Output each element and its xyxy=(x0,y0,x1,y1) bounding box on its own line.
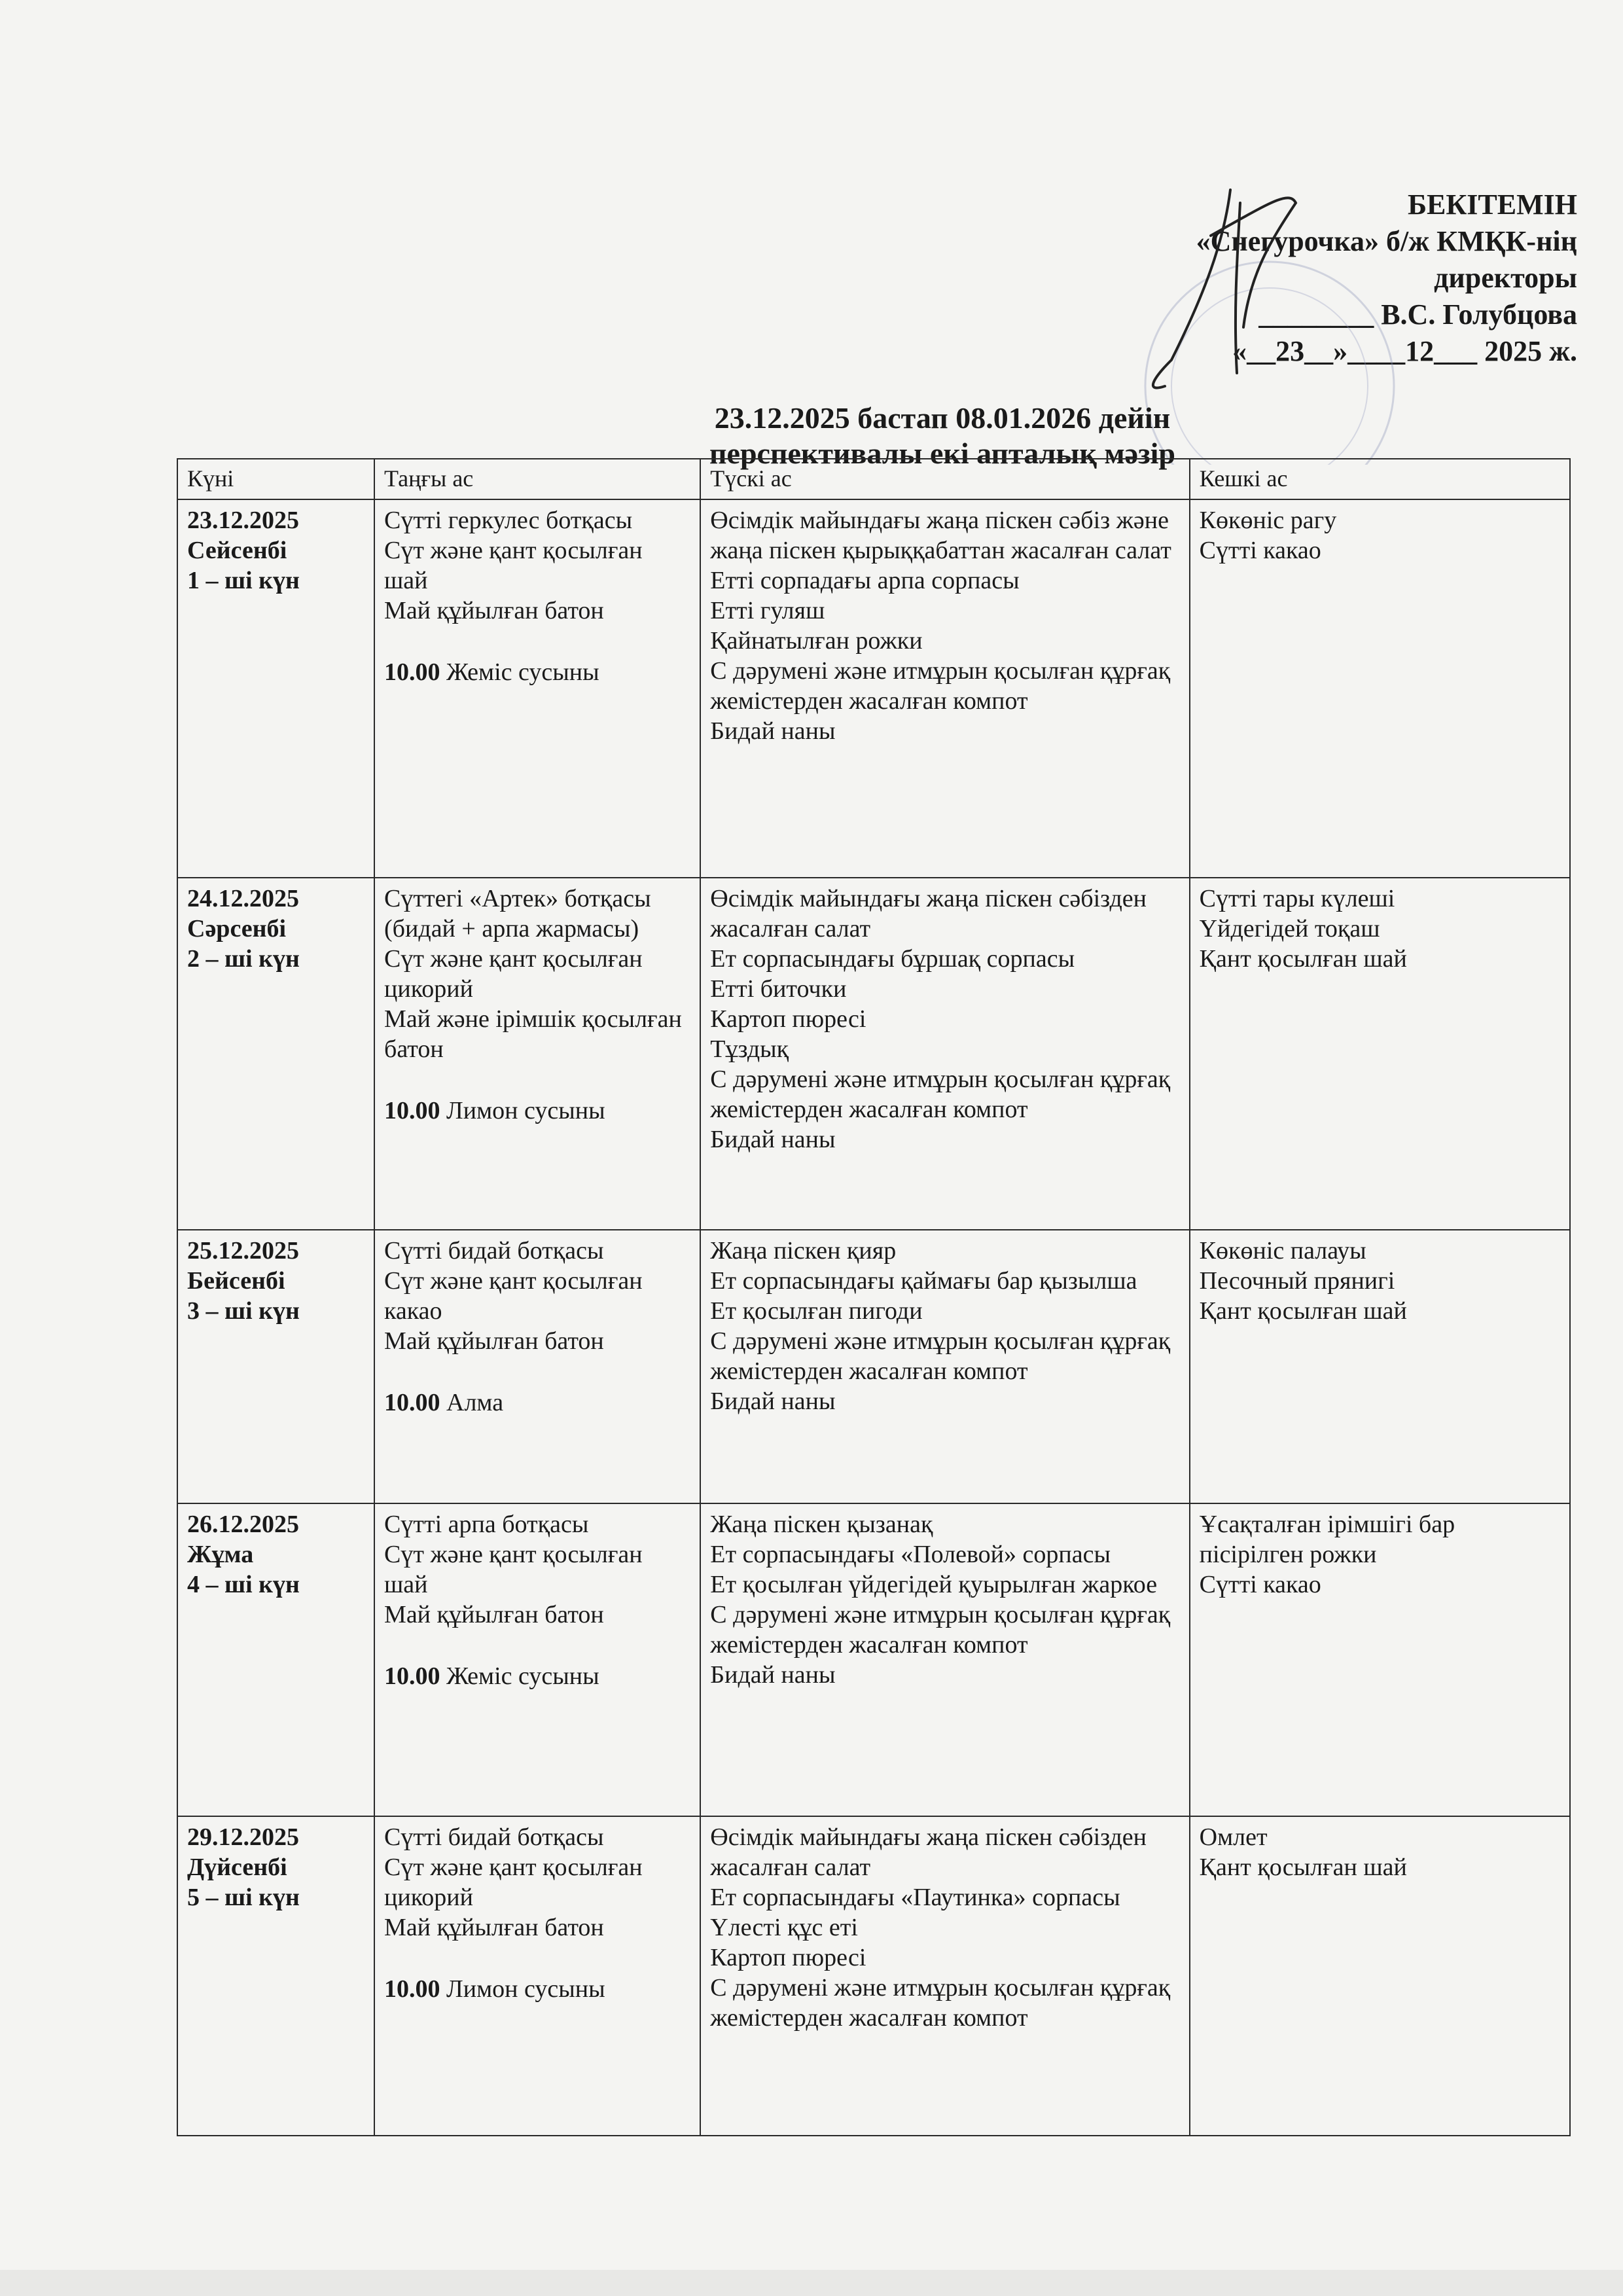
day-weekday: Жұма xyxy=(187,1541,254,1568)
day-cell xyxy=(177,1503,374,1816)
dinner-item: Песочный прянигі xyxy=(1199,1267,1395,1295)
dinner-item: Көкөніс рагу xyxy=(1199,507,1337,534)
day-cell xyxy=(177,1230,374,1503)
lunch-item: Өсімдік майындағы жаңа піскен сәбізден жасалған салат xyxy=(710,885,1147,942)
dinner-cell xyxy=(1190,499,1570,878)
dinner-cell xyxy=(1190,878,1570,1230)
lunch-item: С дәрумені және итмұрын қосылған құрғақ жемістерден жасалған компот xyxy=(710,1327,1171,1385)
snack-name: Лимон сусыны xyxy=(446,1097,605,1124)
snack-name: Лимон сусыны xyxy=(446,1975,605,2003)
lunch-cell xyxy=(700,1816,1189,2136)
breakfast-item: Май құйылған батон xyxy=(384,1914,604,1941)
breakfast-item: Май құйылған батон xyxy=(384,1327,604,1355)
day-weekday: Сәрсенбі xyxy=(187,915,287,942)
day-number: 5 – ші күн xyxy=(187,1884,300,1911)
dinner-item: Сүтті тары күлеші xyxy=(1199,885,1395,912)
lunch-item: Ет сорпасындағы «Полевой» сорпасы xyxy=(710,1541,1111,1568)
day-date: 29.12.2025 xyxy=(187,1823,299,1851)
snack-item xyxy=(384,1974,690,2004)
snack-item xyxy=(384,1388,690,1418)
day-number: 1 – ші күн xyxy=(187,567,300,594)
lunch-item: Ет қосылған үйдегідей қуырылған жаркое xyxy=(710,1571,1158,1598)
day-date: 24.12.2025 xyxy=(187,885,299,912)
day-date: 25.12.2025 xyxy=(187,1237,299,1265)
dinner-item: Қант қосылған шай xyxy=(1199,945,1407,973)
lunch-cell xyxy=(700,499,1189,878)
lunch-cell xyxy=(700,1503,1189,1816)
approval-heading: БЕКІТЕМІН xyxy=(1407,188,1577,221)
lunch-item: Етті сорпадағы арпа сорпасы xyxy=(710,567,1020,594)
lunch-cell xyxy=(700,878,1189,1230)
day-cell xyxy=(177,1816,374,2136)
lunch-item: Өсімдік майындағы жаңа піскен сәбізден жасалған салат xyxy=(710,1823,1147,1881)
lunch-item: С дәрумені және итмұрын қосылған құрғақ жемістерден жасалған компот xyxy=(710,1974,1171,2032)
breakfast-item: Сүтті бидай ботқасы xyxy=(384,1237,604,1265)
breakfast-item: Сүттегі «Артек» ботқасы (бидай + арпа жармасы) xyxy=(384,885,651,942)
approval-director-name: ________ В.С. Голубцова xyxy=(1258,298,1577,331)
breakfast-item: Сүтті геркулес ботқасы xyxy=(384,507,633,534)
scan-footer-shade xyxy=(0,2270,1623,2296)
header-dinner: Кешкі ас xyxy=(1190,459,1570,499)
lunch-item: Картоп пюресі xyxy=(710,1944,866,1971)
day-number: 2 – ші күн xyxy=(187,945,300,973)
day-number: 3 – ші күн xyxy=(187,1297,300,1325)
snack-time: 10.00 xyxy=(384,1097,440,1124)
dinner-item: Көкөніс палауы xyxy=(1199,1237,1366,1265)
dinner-item: Сүтті какао xyxy=(1199,1571,1321,1598)
breakfast-item: Сүт және қант қосылған какао xyxy=(384,1267,643,1325)
dinner-cell xyxy=(1190,1230,1570,1503)
table-row xyxy=(177,1230,1570,1503)
lunch-item: Бидай наны xyxy=(710,1126,836,1153)
snack-name: Жеміс сусыны xyxy=(446,658,599,686)
lunch-item: Етті биточки xyxy=(710,975,847,1003)
table-row xyxy=(177,1503,1570,1816)
lunch-cell xyxy=(700,1230,1189,1503)
lunch-item: Жаңа піскен қызанақ xyxy=(710,1511,933,1538)
snack-name: Жеміс сусыны xyxy=(446,1662,599,1690)
breakfast-item: Сүт және қант қосылған шай xyxy=(384,537,643,594)
snack-item xyxy=(384,657,690,687)
title-line-1: 23.12.2025 бастап 08.01.2026 дейін xyxy=(714,401,1171,435)
table-row xyxy=(177,878,1570,1230)
table-row xyxy=(177,499,1570,878)
breakfast-item: Май құйылған батон xyxy=(384,1601,604,1628)
day-cell xyxy=(177,499,374,878)
day-number: 4 – ші күн xyxy=(187,1571,300,1598)
lunch-item: С дәрумені және итмұрын қосылған құрғақ жемістерден жасалған компот xyxy=(710,657,1171,715)
header-lunch: Түскі ас xyxy=(700,459,1189,499)
dinner-cell xyxy=(1190,1816,1570,2136)
dinner-item: Ұсақталған ірімшігі бар пісірілген рожки xyxy=(1199,1511,1455,1568)
lunch-item: Тұздық xyxy=(710,1035,789,1063)
dinner-item: Қант қосылған шай xyxy=(1199,1297,1407,1325)
lunch-item: Бидай наны xyxy=(710,717,836,745)
snack-time: 10.00 xyxy=(384,658,440,686)
breakfast-cell xyxy=(374,1816,700,2136)
lunch-item: Ет сорпасындағы бұршақ сорпасы xyxy=(710,945,1075,973)
breakfast-item: Сүтті бидай ботқасы xyxy=(384,1823,604,1851)
lunch-item: С дәрумені және итмұрын қосылған құрғақ жемістерден жасалған компот xyxy=(710,1066,1171,1123)
breakfast-item: Сүтті арпа ботқасы xyxy=(384,1511,589,1538)
lunch-item: Картоп пюресі xyxy=(710,1005,866,1033)
lunch-item: Бидай наны xyxy=(710,1388,836,1415)
breakfast-item: Май құйылған батон xyxy=(384,597,604,624)
table-row xyxy=(177,1816,1570,2136)
lunch-item: Бидай наны xyxy=(710,1661,836,1689)
dinner-item: Қант қосылған шай xyxy=(1199,1854,1407,1881)
breakfast-cell xyxy=(374,499,700,878)
day-weekday: Дүйсенбі xyxy=(187,1854,287,1881)
table-header-row xyxy=(177,459,1570,499)
header-day: Күні xyxy=(177,459,374,499)
breakfast-item: Май және ірімшік қосылған батон xyxy=(384,1005,682,1063)
lunch-item: Қайнатылған рожки xyxy=(710,627,923,655)
approval-position: директоры xyxy=(1434,262,1577,294)
lunch-item: Жаңа піскен қияр xyxy=(710,1237,897,1265)
day-weekday: Бейсенбі xyxy=(187,1267,285,1295)
snack-time: 10.00 xyxy=(384,1389,440,1416)
day-weekday: Сейсенбі xyxy=(187,537,287,564)
menu-table xyxy=(177,458,1571,2136)
breakfast-item: Сүт және қант қосылған цикорий xyxy=(384,1854,643,1911)
dinner-item: Сүтті какао xyxy=(1199,537,1321,564)
breakfast-cell xyxy=(374,1230,700,1503)
snack-item xyxy=(384,1096,690,1126)
lunch-item: Өсімдік майындағы жаңа піскен сәбіз және жаңа піскен қырыққабаттан жасалған салат xyxy=(710,507,1171,564)
day-cell xyxy=(177,878,374,1230)
breakfast-item: Сүт және қант қосылған шай xyxy=(384,1541,643,1598)
lunch-item: Ет сорпасындағы «Паутинка» сорпасы xyxy=(710,1884,1120,1911)
snack-name: Алма xyxy=(446,1389,504,1416)
dinner-item: Үйдегідей тоқаш xyxy=(1199,915,1380,942)
approval-date: «__23__»____12___ 2025 ж. xyxy=(1232,335,1577,367)
breakfast-item: Сүт және қант қосылған цикорий xyxy=(384,945,643,1003)
lunch-item: Ет қосылған пигоди xyxy=(710,1297,923,1325)
breakfast-cell xyxy=(374,878,700,1230)
dinner-cell xyxy=(1190,1503,1570,1816)
day-date: 26.12.2025 xyxy=(187,1511,299,1538)
approval-organization: «Снегурочка» б/ж КМҚК-нің xyxy=(1196,225,1577,257)
snack-time: 10.00 xyxy=(384,1975,440,2003)
lunch-item: Етті гуляш xyxy=(710,597,825,624)
lunch-item: Үлесті құс еті xyxy=(710,1914,858,1941)
snack-item xyxy=(384,1661,690,1691)
snack-time: 10.00 xyxy=(384,1662,440,1690)
breakfast-cell xyxy=(374,1503,700,1816)
title-line-2: перспективалы екі апталық мәзір xyxy=(709,437,1175,470)
lunch-item: Ет сорпасындағы қаймағы бар қызылша xyxy=(710,1267,1137,1295)
day-date: 23.12.2025 xyxy=(187,507,299,534)
dinner-item: Омлет xyxy=(1199,1823,1268,1851)
header-breakfast: Таңғы ас xyxy=(374,459,700,499)
lunch-item: С дәрумені және итмұрын қосылған құрғақ жемістерден жасалған компот xyxy=(710,1601,1171,1659)
